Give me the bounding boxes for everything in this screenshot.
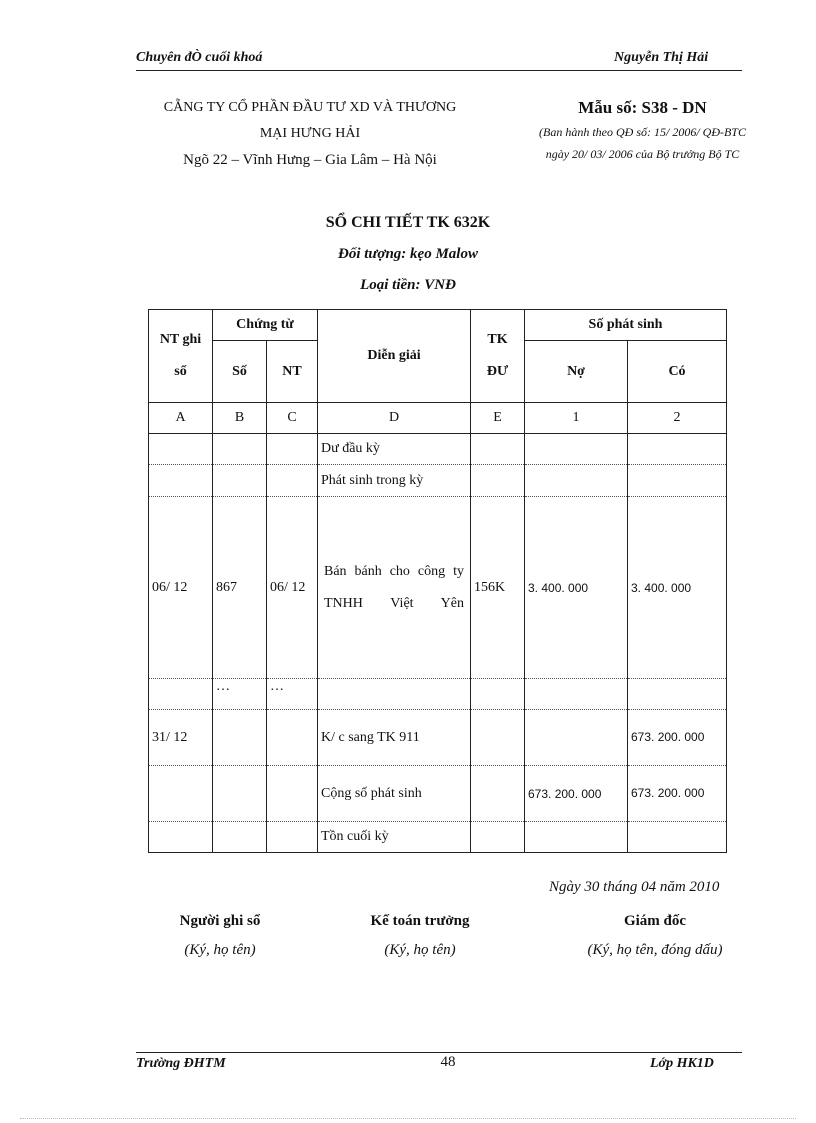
letter-c: C xyxy=(267,403,318,434)
header-so-phat-sinh: Số phát sinh xyxy=(525,310,727,341)
cell-debit xyxy=(525,710,628,766)
cell-acct xyxy=(471,679,525,710)
page-bottom-divider xyxy=(20,1118,796,1119)
company-name-line2: MẠI HƯNG HẢI xyxy=(259,126,361,141)
cell-acct xyxy=(471,710,525,766)
cell-date: 06/ 12 xyxy=(149,497,213,679)
cell-date xyxy=(149,766,213,822)
letter-1: 1 xyxy=(525,403,628,434)
cell-debit: 3. 400. 000 xyxy=(525,497,628,679)
company-address: Ngõ 22 – Vĩnh Hưng – Gia Lâm – Hà Nội xyxy=(183,152,437,168)
letter-b: B xyxy=(213,403,267,434)
header-tk-line1: TK xyxy=(487,332,508,347)
cell-nt xyxy=(267,822,318,853)
form-note-1: (Ban hành theo QĐ số: 15/ 2006/ QĐ-BTC xyxy=(539,125,746,139)
cell-nt xyxy=(267,766,318,822)
form-code: Mẫu số: S38 - DN xyxy=(578,98,707,117)
header-nt: NT xyxy=(267,341,318,403)
cell-desc: Dư đầu kỳ xyxy=(318,434,471,465)
cell-credit: 673. 200. 000 xyxy=(628,766,727,822)
form-note-2: ngày 20/ 03/ 2006 của Bộ trưởng Bộ TC xyxy=(545,147,740,161)
cell-nt: … xyxy=(267,679,318,710)
cell-nt xyxy=(267,434,318,465)
header-left-title: Chuyên đÒ cuối khoá xyxy=(136,50,263,65)
signature-hint: (Ký, họ tên, đóng dấu) xyxy=(587,942,723,958)
cell-num xyxy=(213,465,267,497)
table-row xyxy=(149,766,727,822)
table-row xyxy=(149,465,727,497)
cell-desc: K/ c sang TK 911 xyxy=(318,710,471,766)
table-row xyxy=(149,434,727,465)
cell-nt xyxy=(267,465,318,497)
cell-desc: Phát sinh trong kỳ xyxy=(318,465,471,497)
cell-desc: Bán bánh cho công ty TNHH Việt Yên xyxy=(318,497,471,679)
cell-credit xyxy=(628,434,727,465)
cell-debit xyxy=(525,822,628,853)
cell-credit xyxy=(628,679,727,710)
page-number: 48 xyxy=(440,1054,456,1070)
cell-debit xyxy=(525,465,628,497)
cell-acct xyxy=(471,465,525,497)
letter-d: D xyxy=(318,403,471,434)
signature-director xyxy=(550,910,760,968)
cell-credit xyxy=(628,822,727,853)
cell-date xyxy=(149,465,213,497)
company-block xyxy=(130,95,490,173)
cell-acct: 156K xyxy=(471,497,525,679)
cell-num xyxy=(213,434,267,465)
sign-date: Ngày 30 tháng 04 năm 2010 xyxy=(549,879,720,895)
form-code-block xyxy=(500,95,785,165)
header-nt-ghi-so xyxy=(149,310,213,403)
cell-acct xyxy=(471,822,525,853)
header-no: Nợ xyxy=(525,341,628,403)
ledger-title: SỔ CHI TIẾT TK 632K xyxy=(325,214,491,231)
header-co: Có xyxy=(628,341,727,403)
cell-num xyxy=(213,710,267,766)
cell-credit: 3. 400. 000 xyxy=(628,497,727,679)
ledger-currency: Loại tiền: VNĐ xyxy=(360,277,456,293)
table-row xyxy=(149,679,727,710)
header-rule xyxy=(136,70,742,71)
cell-desc: Tồn cuối kỳ xyxy=(318,822,471,853)
cell-nt: 06/ 12 xyxy=(267,497,318,679)
cell-debit xyxy=(525,679,628,710)
footer-school: Trường ĐHTM xyxy=(136,1056,226,1071)
cell-num: … xyxy=(213,679,267,710)
letter-2: 2 xyxy=(628,403,727,434)
cell-date xyxy=(149,822,213,853)
signature-recorder xyxy=(150,910,290,968)
footer-class: Lớp HK1D xyxy=(650,1056,714,1071)
signature-role: Giám đốc xyxy=(623,913,687,929)
cell-date xyxy=(149,679,213,710)
cell-desc: Cộng số phát sinh xyxy=(318,766,471,822)
ledger-table xyxy=(148,309,727,853)
header-dien-giai: Diễn giải xyxy=(318,310,471,403)
header-nt-line2: sổ xyxy=(174,364,187,379)
signature-hint: (Ký, họ tên) xyxy=(384,942,456,958)
table-row xyxy=(149,497,727,679)
header-chung-tu: Chứng từ xyxy=(213,310,318,341)
signature-role: Người ghi sổ xyxy=(179,913,261,929)
cell-nt xyxy=(267,710,318,766)
cell-acct xyxy=(471,434,525,465)
cell-date xyxy=(149,434,213,465)
cell-debit: 673. 200. 000 xyxy=(525,766,628,822)
signature-chief-accountant xyxy=(340,910,500,968)
header-so: Số xyxy=(213,341,267,403)
cell-num xyxy=(213,822,267,853)
cell-acct xyxy=(471,766,525,822)
signature-hint: (Ký, họ tên) xyxy=(184,942,256,958)
cell-desc xyxy=(318,679,471,710)
ledger-subject: Đối tượng: kẹo Malow xyxy=(338,246,478,262)
letter-e: E xyxy=(471,403,525,434)
cell-date: 31/ 12 xyxy=(149,710,213,766)
cell-credit xyxy=(628,465,727,497)
cell-num xyxy=(213,766,267,822)
header-tk-line2: ĐƯ xyxy=(486,364,509,379)
header-author: Nguyễn Thị Hải xyxy=(614,50,709,65)
cell-num: 867 xyxy=(213,497,267,679)
cell-debit xyxy=(525,434,628,465)
cell-credit: 673. 200. 000 xyxy=(628,710,727,766)
table-row xyxy=(149,710,727,766)
footer-rule xyxy=(136,1052,742,1053)
header-tk-du xyxy=(471,310,525,403)
header-nt-line1: NT ghi xyxy=(159,332,202,347)
table-row xyxy=(149,822,727,853)
letter-a: A xyxy=(149,403,213,434)
signature-role: Kế toán trưởng xyxy=(370,913,470,929)
company-name-line1: CẴNG TY CỔ PHẦN ĐẦU TƯ XD VÀ THƯƠNG xyxy=(163,100,457,115)
